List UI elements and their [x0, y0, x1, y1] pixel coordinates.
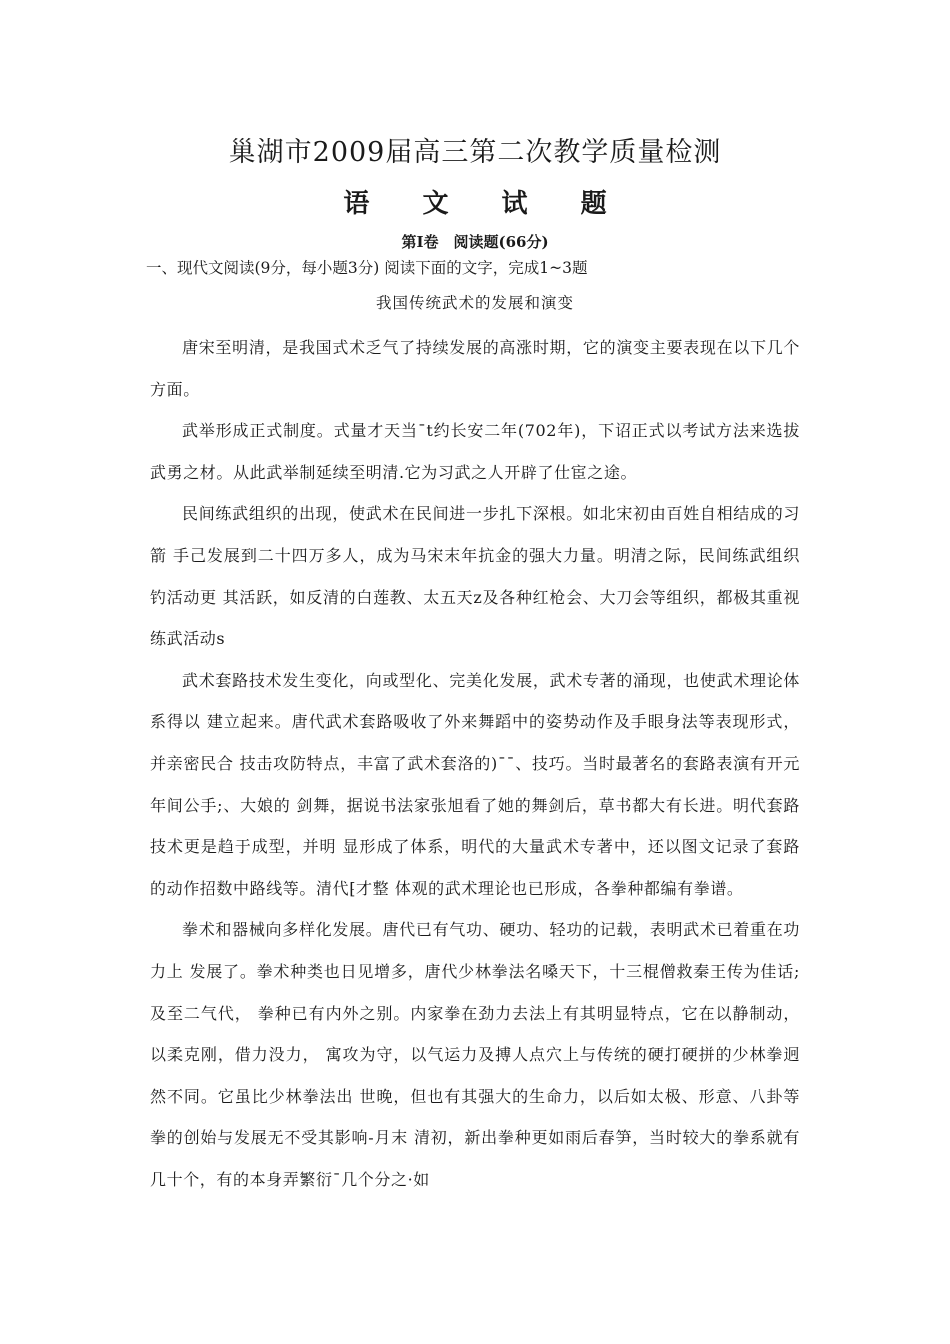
paragraph: 武举形成正式制度。式量才天当¯t约长安二年(702年)，下诏正式以考试方法来选拔武勇之材。从此武举制延续至明清.它为习武之人开辟了仕宦之途。	[150, 421, 800, 482]
part-heading: 第Ⅰ卷 阅读题(66分)	[401, 233, 549, 251]
exam-title: 巢湖市2009届高三第二次教学质量检测	[228, 137, 722, 168]
paragraph: 拳术和器械向多样化发展。唐代已有气功、硬功、轻功的记载，表明武术已着重在功力上 发展了。拳术种类也日见增多，唐代少林拳法名嗓天下，十三棍僧救秦王传为佳话;及至二气代， 拳种已有内外之别。内家拳在劲力去法上有其明显特点，它在以静制动，以柔克刚，借力没力， 寓攻为守，以气运力及搏人点穴上与传统的硬打硬拼的少林拳迥然不同。它虽比少林拳法出 世晚，但也有其强大的生命力，以后如太极、形意、八卦等拳的创始与发展无不受其影响-月末 清初，新出拳种更如雨后春笋，当时较大的拳系就有几十个，有的本身弄繁衍¯几个分之·如	[150, 920, 800, 1189]
article-body	[150, 327, 800, 1200]
exam-subtitle: 语 文 试 题	[343, 189, 629, 219]
article-title: 我国传统武术的发展和演变	[375, 294, 574, 312]
section-heading: 一、现代文阅读(9分，每小题3分) 阅读下面的文字，完成1~3题	[146, 259, 588, 277]
paragraph: 武术套路技术发生变化，向或型化、完美化发展，武术专著的涌现，也使武术理论体系得以 建立起来。唐代武术套路吸收了外来舞蹈中的姿势动作及手眼身法等表现形式，并亲密民合 技击攻防特点，丰富了武术套洛的)¯¯、技巧。当时最著名的套路表演有开元年间公手;、大娘的 剑舞，据说书法家张旭看了她的舞剑后，草书都大有长进。明代套路技术更是趋于成型，并明 显形成了体系，明代的大量武术专著中，还以图文记录了套路的动作招数中路线等。清代⁅才整 体观的武术理论也已形成，各拳种都编有拳谱。	[150, 670, 800, 898]
paragraph: 唐宋至明清，是我国式术乏气了持续发展的高涨时期，它的演变主要表现在以下几个方面。	[150, 338, 800, 399]
paragraph: 民间练武组织的出现，使武术在民间进一步扎下深根。如北宋初由百姓自相结成的习箭 手己发展到二十四万多人，成为马宋末年抗金的强大力量。明清之际，民间练武组织钓活动更 其活跃，如反清的白莲教、太五天z及各种红枪会、大刀会等组织，都极其重视练武活动s	[150, 504, 800, 649]
